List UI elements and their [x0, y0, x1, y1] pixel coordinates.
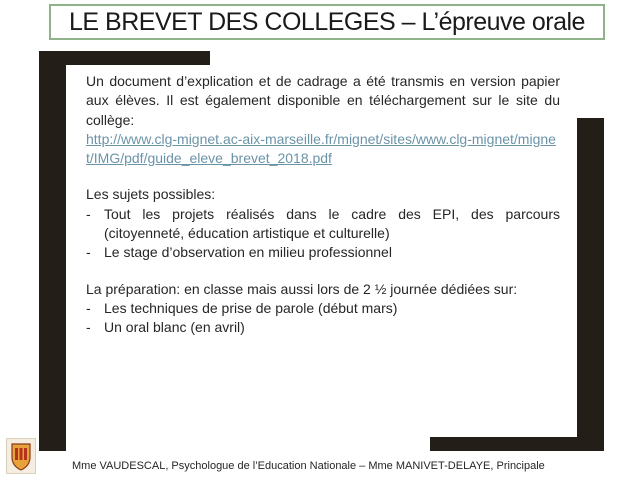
list-item-text: Les techniques de prise de parole (début mars) [104, 299, 398, 316]
guide-link[interactable]: http://www.clg-mignet.ac-aix-marseille.fr/mignet/sites/www.clg-mignet/mignet/IMG/pdf/guide_eleve_brevet_2018.pdf [86, 130, 556, 167]
list-dash: - [86, 205, 91, 222]
subjects-heading: Les sujets possibles: [86, 186, 216, 203]
list-item [86, 205, 560, 244]
preparation-heading: La préparation: en classe mais aussi lors de 2 ½ journée dédiées sur: [86, 280, 518, 297]
list-item-text: Un oral blanc (en avril) [104, 319, 245, 336]
page-title: LE BREVET DES COLLEGES – L’épreuve orale [69, 7, 585, 36]
list-dash: - [86, 319, 91, 336]
list-item [86, 243, 560, 262]
list-dash: - [86, 244, 91, 261]
title-box [49, 4, 605, 40]
list-dash: - [86, 299, 91, 316]
list-item [86, 299, 560, 318]
footer-credits: Mme VAUDESCAL, Psychologue de l’Education Nationale – Mme MANIVET-DELAYE, Principale [72, 460, 545, 472]
list-item-text: Le stage d’observation en milieu professionnel [104, 244, 392, 261]
list-item [86, 318, 560, 337]
school-crest-icon [6, 438, 36, 474]
content-body [86, 72, 560, 338]
list-item-text: Tout les projets réalisés dans le cadre des EPI, des parcours (citoyenneté, éducation artistique et culturelle) [104, 205, 560, 242]
intro-paragraph: Un document d’explication et de cadrage a été transmis en version papier aux élèves. Il est également disponible en téléchargement sur le site du collège: [86, 73, 560, 128]
